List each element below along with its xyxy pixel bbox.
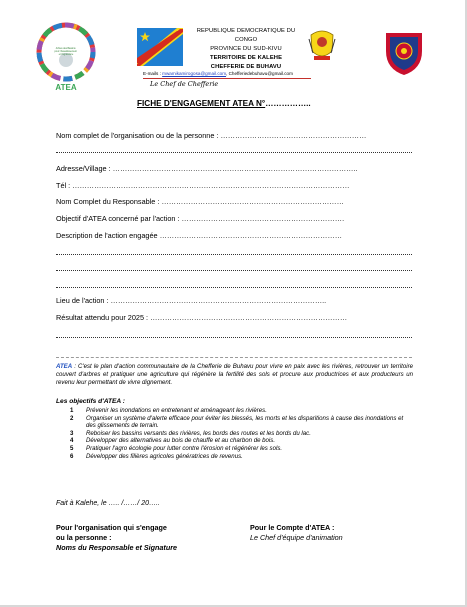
objectives-list (70, 407, 410, 460)
field-tel[interactable]: Tél : …………………………………………………………………………………………………… (56, 181, 350, 190)
shield-emblem-icon (384, 29, 424, 77)
blank-line[interactable] (56, 270, 412, 271)
header-line-territory: TERRITOIRE DE KALEHE (209, 55, 283, 61)
objective-item: 2 Organiser un système d'alerte efficace pour éviter les blessés, les morts et les disparitions à cause des inondations et des glissements de terrain. (70, 414, 404, 430)
signature-block-organisation (56, 523, 177, 553)
email-2: Chefferiedebuhavu@gmail.com (228, 71, 293, 76)
sig-left-line2: ou la personne : (56, 533, 112, 542)
field-adresse[interactable]: Adresse/Village : ……………………………………………………………………………………….. (56, 164, 358, 173)
date-place-line[interactable]: Fait à Kalehe, le ….. /……/ 20….. (56, 500, 160, 507)
blank-line[interactable] (56, 337, 412, 338)
atea-logo (34, 20, 98, 94)
objective-item: 6 Développer des filières agricoles génératrices de revenus. (70, 452, 243, 460)
objective-item: 4 Développer des alternatives au bois de chauffe et au charbon de bois. (70, 437, 276, 445)
objective-item: 1 Prévenir les inondations en entretenant et aménageant les rivières. (70, 407, 267, 414)
atea-logo-tagline: Arbres des Bassins pour l'Assainissement et l'Agriculture (54, 48, 77, 56)
page-title-number: …………….. (265, 99, 311, 108)
blank-line[interactable] (56, 152, 412, 153)
header-line-province: PROVINCE DU SUD-KIVU (210, 46, 282, 52)
atea-description (56, 363, 413, 388)
header-line-republic: REPUBLIQUE DEMOCRATIQUE DU CONGO (196, 28, 296, 43)
header-emails: E-mails : mwamikamirogosa@gmail.com, Chefferiedebuhavu@gmail.com (143, 71, 293, 76)
atea-logo-text: ATEA (55, 83, 77, 92)
signature-block-atea (250, 523, 343, 543)
page-title-text: FICHE D'ENGAGEMENT ATEA N° (137, 99, 266, 108)
sig-left-line1: Pour l'organisation qui s'engage (56, 523, 167, 532)
sig-right-line1: Pour le Compte d'ATEA : (250, 523, 335, 532)
field-resultat[interactable]: Résultat attendu pour 2025 : ……………………………………………………………………… (56, 313, 348, 322)
header-institution (187, 27, 305, 72)
email-link-1[interactable]: mwamikamirogosa@gmail.com (162, 71, 227, 76)
objective-item: 5 Pratiquer l'agro écologie pour lutter contre l'érosion et régénérer les sols. (70, 444, 283, 452)
chef-signature: Le Chef de Chefferie (150, 80, 219, 88)
field-objectif[interactable]: Objectif d'ATEA concerné par l'action : …………………………………………………………. (56, 214, 345, 223)
coat-of-arms-icon (307, 29, 337, 65)
sig-right-line2: Le Chef d'équipe d'animation (250, 533, 343, 542)
blank-line[interactable] (56, 254, 412, 255)
objectives-title: Les objectifs d'ATEA : (56, 398, 125, 405)
drc-flag (137, 28, 183, 66)
page-title (137, 99, 311, 108)
field-description[interactable]: Description de l'action engagée ………………………………………………………………… (56, 231, 343, 240)
header-line-chefferie: CHEFFERIE DE BUHAVU (210, 64, 282, 70)
blank-line[interactable] (56, 287, 412, 288)
atea-description-lead: ATEA (56, 363, 73, 370)
emails-label: E-mails : (143, 71, 161, 76)
section-divider (56, 357, 412, 358)
objective-item: 3 Reboiser les bassins versants des rivières, les bords des routes et les bords du lac. (70, 429, 311, 437)
field-responsable[interactable]: Nom Complet du Responsable : ………………………………………………………………… (56, 197, 344, 206)
field-lieu[interactable]: Lieu de l'action : …………………………………………………………………………….. (56, 296, 327, 305)
field-org-name[interactable]: Nom complet de l'organisation ou de la personne : …………………………………………………… (56, 131, 367, 140)
header-divider (143, 78, 311, 79)
sig-left-line3: Noms du Responsable et Signature (56, 543, 178, 552)
atea-description-text: : C'est le plan d'action communautaire de la Chefferie de Buhavu pour vivre en paix avec les rivières, retrouver un territoire couvert d'arbres et pratiquer une agriculture qui régénère la fertilité des sols et procure aux productrices et aux producteurs un revenu leur permettant de vivre dignement. (56, 363, 413, 387)
